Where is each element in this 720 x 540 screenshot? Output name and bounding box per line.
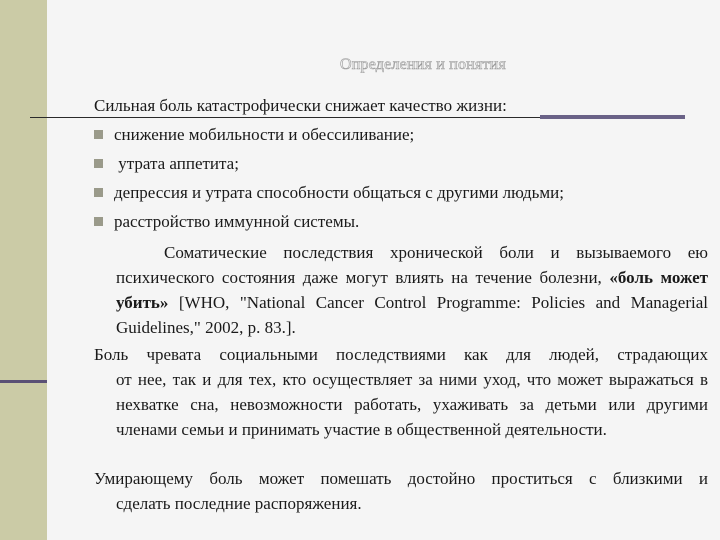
intro-line: Сильная боль катастрофически снижает качество жизни: (94, 96, 507, 115)
left-decorative-band (0, 0, 47, 540)
square-bullet-icon (94, 130, 103, 139)
bullet-item-1: снижение мобильности и обессиливание; (94, 125, 414, 145)
square-bullet-icon (94, 217, 103, 226)
left-band-accent-tick (0, 380, 47, 383)
square-bullet-icon (94, 159, 103, 168)
dying-paragraph: Умирающему боль может помешать достойно проститься с близкими и сделать последние распоряжения. (94, 469, 708, 513)
emphasis-quote: «боль может убить» (116, 268, 708, 312)
bullet-item-4: расстройство иммунной системы. (94, 212, 359, 232)
bullet-item-3: депрессия и утрата способности общаться с другими людьми; (94, 183, 564, 203)
somatic-paragraph: Соматические последствия хронической боли и вызываемого ею психического состояния даже могут влиять на течение болезни, «боль может убить» [WHO, "National Cancer Control Programme: Policies and Managerial Guidelines," 2002, p. 83.]. (116, 243, 708, 337)
square-bullet-icon (94, 188, 103, 197)
slide-title: Определения и понятия (340, 56, 506, 73)
title-rule-accent (540, 115, 685, 119)
bullet-item-2: утрата аппетита; (94, 154, 239, 174)
social-paragraph: Боль чревата социальными последствиями как для людей, страдающих от нее, так и для тех, кто осуществляет за ними уход, что может выражаться в нехватке сна, невозможности работать, ухаживать за детьми или другими членами семьи и принимать участие в общественной деятельности. (94, 345, 708, 439)
title-rule-dark (30, 117, 550, 118)
